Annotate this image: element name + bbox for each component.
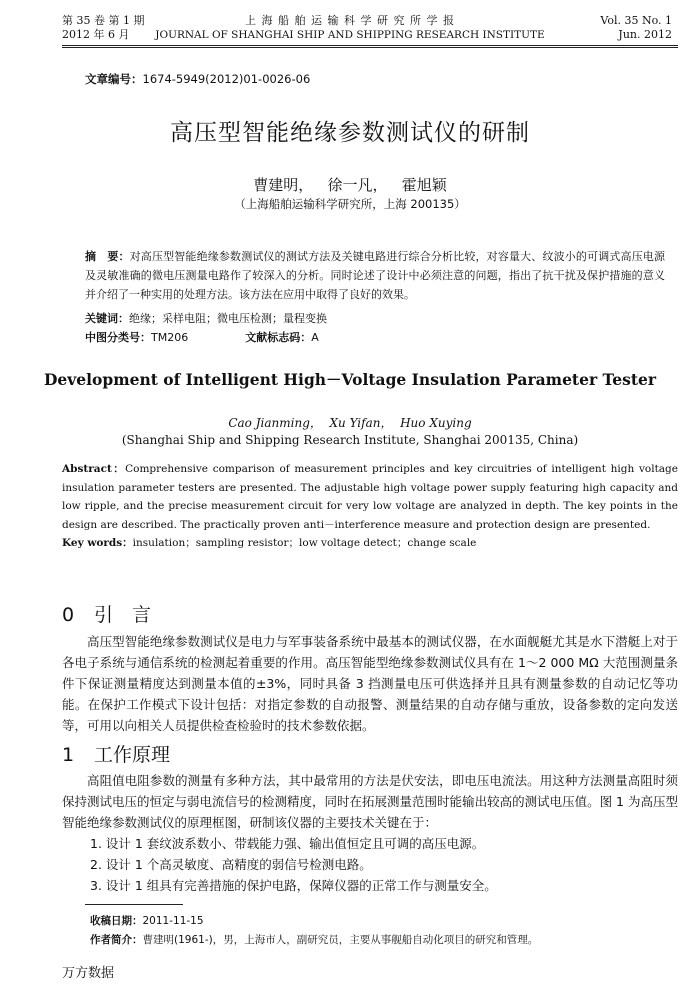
header-rule [62, 45, 678, 46]
list-item: 2. 设计 1 个高灵敏度、高精度的弱信号检测电路。 [90, 857, 372, 872]
abstract-cn-text: 对高压型智能绝缘参数测试仪的测试方法及关键电路进行综合分析比较，对容量大、纹波小的可调式高压电源及灵敏准确的微电压测量电路作了较深入的分析。同时论述了设计中必须注意的问题，指出了抗干扰及保护措施的意义并介绍了一种实用的处理方法。该方法在应用中取得了良好的效果。 [85, 250, 666, 301]
section-0-number: 0 [62, 604, 75, 626]
section-0-heading [62, 600, 151, 627]
abstract-cn-label: 摘 要： [85, 250, 130, 263]
doc-code-value: A [311, 331, 319, 344]
section-0-body [62, 631, 678, 736]
received-date [90, 912, 538, 931]
title-cn: 高压型智能绝缘参数测试仪的研制 [170, 120, 530, 146]
header-journal-cn: 上 海 船 舶 运 输 科 学 研 究 所 学 报 [245, 14, 455, 27]
keywords-en-label: Key words： [62, 537, 133, 549]
header-volume: 第 35 卷 第 1 期 [62, 14, 145, 27]
header-volume-en: Vol. 35 No. 1 [600, 14, 672, 27]
section-1-paragraph: 高阻值电阻参数的测量有多种方法，其中最常用的方法是伏安法，即电压电流法。用这种方法测量高阻时须保持测试电压的恒定与弱电流信号的检测精度，同时在拓展测量范围时能输出较高的测试电压值。图 1 为高压型智能绝缘参数测试仪的原理框图，研制该仪器的主要技术关键在于： [62, 773, 678, 830]
article-id-label: 文章编号： [85, 72, 143, 86]
keywords-cn-value: 绝缘；采样电阻；微电压检测；量程变换 [129, 312, 327, 325]
watermark: 万方数据 [62, 966, 115, 981]
header-date-en: Jun. 2012 [618, 28, 672, 41]
keywords-cn [85, 309, 665, 328]
article-id [85, 71, 310, 87]
section-1-body [62, 770, 678, 833]
section-0-title: 引 言 [94, 604, 152, 626]
class-label: 中图分类号： [85, 331, 151, 344]
title-en: Development of Intelligent High－Voltage Insulation Parameter Tester [43, 370, 657, 389]
received-label: 收稿日期： [90, 915, 143, 927]
footnote [90, 912, 538, 950]
classification-cn [85, 328, 665, 347]
article-id-value: 1674-5949(2012)01-0026-06 [142, 72, 311, 86]
author-bio [90, 931, 538, 950]
keywords-cn-label: 关键词： [85, 312, 129, 325]
author-bio-value: 曹建明(1961-)，男，上海市人，副研究员，主要从事舰船自动化项目的研究和管理。 [142, 934, 539, 946]
abstract-cn [85, 247, 665, 304]
abstract-en-label: Abstract： [62, 463, 126, 475]
received-value: 2011-11-15 [142, 915, 204, 927]
list-item: 1. 设计 1 套纹波系数小、带载能力强、输出值恒定且可调的高压电源。 [90, 836, 485, 851]
class-value: TM206 [151, 331, 189, 344]
author-bio-label: 作者简介： [90, 934, 143, 946]
affiliation-cn: （上海船舶运输科学研究所，上海 200135） [234, 197, 466, 211]
list-item: 3. 设计 1 组具有完善措施的保护电路，保障仪器的正常工作与测量安全。 [90, 878, 497, 893]
footnote-rule [85, 904, 183, 905]
doc-code-label: 文献标志码： [245, 331, 312, 344]
section-1-heading [62, 740, 170, 767]
section-1-list [90, 833, 497, 896]
header-date: 2012 年 6 月 [62, 28, 130, 41]
authors-en: Cao Jianming， Xu Yifan， Huo Xuying [228, 416, 472, 430]
abstract-en [62, 460, 678, 553]
affiliation-en: (Shanghai Ship and Shipping Research Institute, Shanghai 200135, China) [121, 433, 579, 447]
authors-cn: 曹建明， 徐一凡， 霍旭颖 [253, 176, 447, 194]
header-rule-2 [62, 47, 678, 48]
header-journal-en: JOURNAL OF SHANGHAI SHIP AND SHIPPING RESEARCH INSTITUTE [155, 29, 545, 41]
abstract-en-text: Comprehensive comparison of measurement principles and key circuitries of intelligent high voltage insulation parameter testers are presented. The adjustable high voltage power supply featuring high capacity and low ripple, and the precise measurement circuit for very low voltage are analyzed in depth. The key points in the design are described. The practically proven anti－interference measure and protection design are presented. [62, 463, 678, 531]
section-1-number: 1 [62, 744, 75, 766]
section-1-title: 工作原理 [94, 744, 171, 766]
section-0-paragraph: 高压型智能绝缘参数测试仪是电力与军事装备系统中最基本的测试仪器，在水面舰艇尤其是水下潜艇上对于各电子系统与通信系统的检测起着重要的作用。高压智能型绝缘参数测试仪具有在 1～2 000 MΩ 大范围测量条件下保证测量精度达到测量本值的±3%，同时具备 3 挡测量电压可供选择并且具有测量参数的自动记忆等功能。在保护工作模式下设计包括：对指定参数的自动报警、测量结果的自动存储与重放，设备参数的定向发送等，可用以向相关人员提供检查检验时的技术参数依据。 [62, 634, 678, 733]
keywords-en-value: insulation；sampling resistor；low voltage detect；change scale [132, 537, 477, 549]
